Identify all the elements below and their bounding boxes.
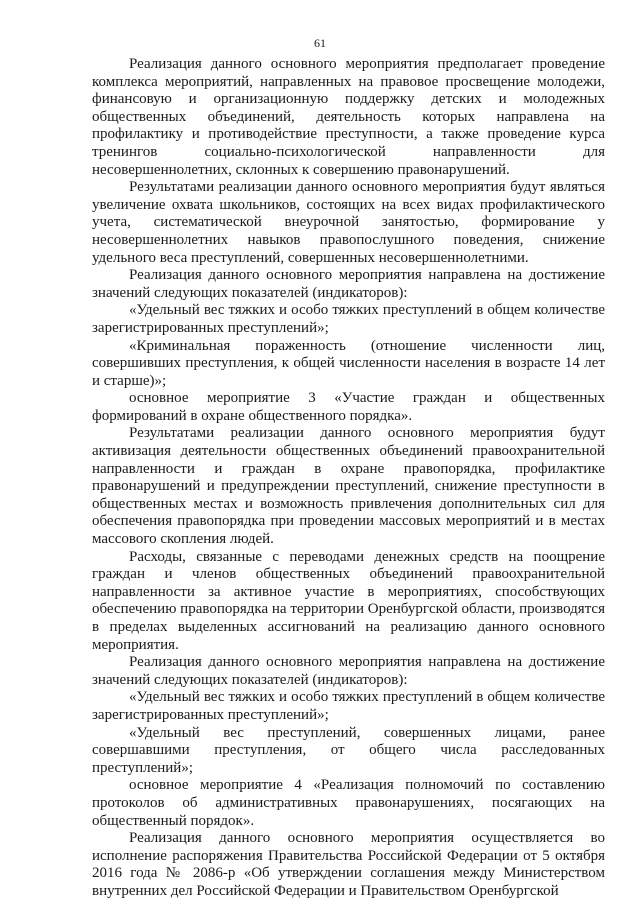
- indicator-quote: «Удельный вес преступлений, совершенных лицами, ранее совершавшими преступления, от общего числа расследованных преступлений»;: [92, 724, 605, 776]
- measure-heading: основное мероприятие 3 «Участие граждан и общественных формирований в охране общественного порядка».: [92, 390, 605, 424]
- document-body: [92, 56, 605, 901]
- paragraph: Реализация данного основного мероприятия направлена на достижение значений следующих показателей (индикаторов):: [92, 267, 605, 301]
- indicator-quote: «Удельный вес тяжких и особо тяжких преступлений в общем количестве зарегистрированных преступлений»;: [92, 302, 605, 336]
- paragraph: Реализация данного основного мероприятия предполагает проведение комплекса мероприятий, направленных на правовое просвещение молодежи, финансовую и организационную поддержку детских и молодежных общественных объединений, деятельность которых направлена на профилактику и противодействие преступности, а также проведение курса тренингов социально-психологической направленности для несовершеннолетних, склонных к совершению правонарушений.: [92, 56, 605, 178]
- indicator-quote: «Криминальная пораженность (отношение численности лиц, совершивших преступления, к общей численности населения в возрасте 14 лет и старше)»;: [92, 337, 605, 389]
- paragraph: Реализация данного основного мероприятия осуществляется во исполнение распоряжения Правительства Российской Федерации от 5 октября 2016 года № 2086-р «Об утверждении соглашения между Министерством внутренних дел Российской Федерации и Правительством Оренбургской: [92, 830, 605, 899]
- page-number: 61: [314, 36, 326, 50]
- paragraph: Расходы, связанные с переводами денежных средств на поощрение граждан и членов общественных объединений правоохранительной направленности за активное участие в мероприятиях, способствующих обеспечению правопорядка на территории Оренбургской области, производятся в пределах выделенных ассигнований на реализацию данного основного мероприятия.: [92, 548, 605, 653]
- paragraph: Результатами реализации данного основного мероприятия будут активизация деятельности общественных объединений правоохранительной направленности и граждан в охране правопорядка, профилактике правонарушений и предупреждении преступлений, снижение преступности в общественных местах и возможность привлечения дополнительных сил для обеспечения правопорядка при проведении массовых мероприятий и в местах массового скопления людей.: [92, 425, 605, 548]
- paragraph: Результатами реализации данного основного мероприятия будут являться увеличение охвата школьников, состоящих на всех видах профилактического учета, систематической внеурочной занятостью, формирование у несовершеннолетних навыков правопослушного поведения, снижение удельного веса преступлений, совершенных несовершеннолетними.: [92, 179, 605, 266]
- measure-heading: основное мероприятие 4 «Реализация полномочий по составлению протоколов об административных правонарушениях, посягающих на общественный порядок».: [92, 777, 605, 829]
- paragraph: Реализация данного основного мероприятия направлена на достижение значений следующих показателей (индикаторов):: [92, 654, 605, 688]
- indicator-quote: «Удельный вес тяжких и особо тяжких преступлений в общем количестве зарегистрированных преступлений»;: [92, 689, 605, 723]
